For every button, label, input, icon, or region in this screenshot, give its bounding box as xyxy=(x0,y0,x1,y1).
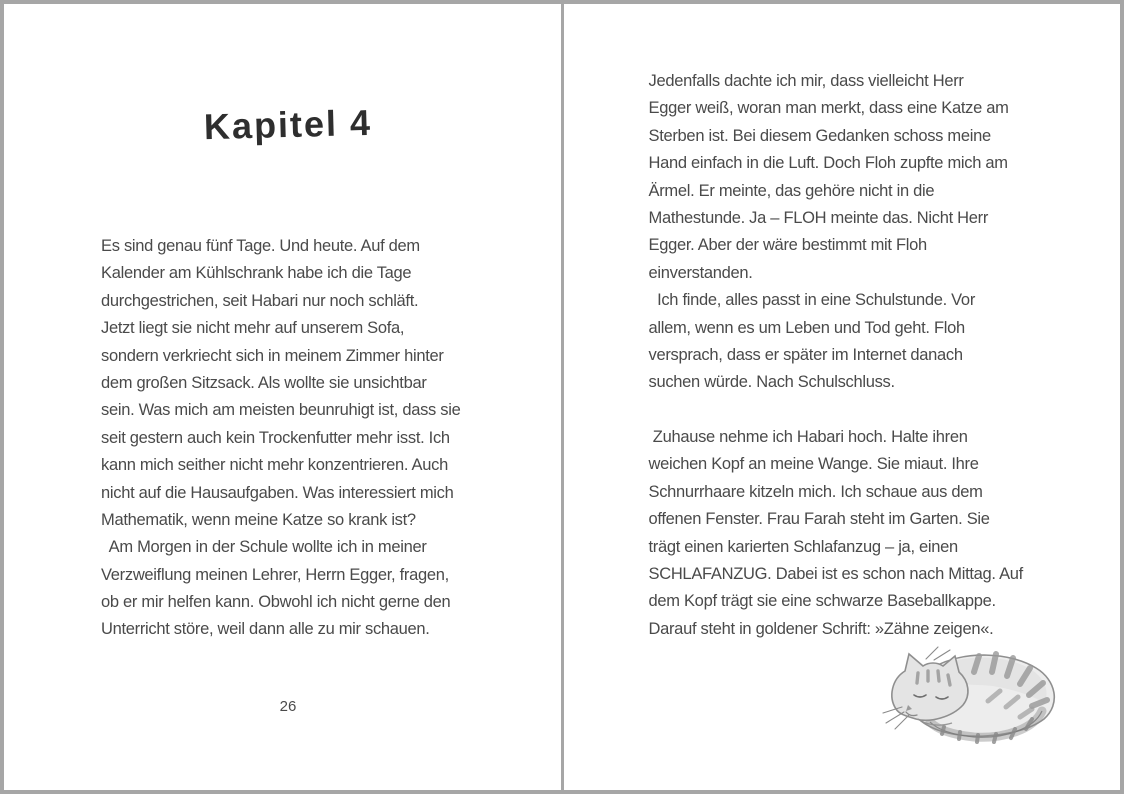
text-line: Sterben ist. Bei diesem Gedanken schoss meine xyxy=(648,126,991,145)
text-line: seit gestern auch kein Trockenfutter mehr isst. Ich xyxy=(101,428,450,447)
text-line: kann mich seither nicht mehr konzentrieren. Auch xyxy=(101,456,448,475)
text-line: Schnurrhaare kitzeln mich. Ich schaue aus dem xyxy=(648,482,983,501)
right-page-body-text xyxy=(649,68,1079,643)
left-page xyxy=(4,4,561,790)
right-page xyxy=(564,4,1121,790)
text-line: nicht auf die Hausaufgaben. Was interessiert mich xyxy=(101,483,454,502)
text-line: allem, wenn es um Leben und Tod geht. Floh xyxy=(648,318,965,337)
left-page-body-text xyxy=(101,233,521,644)
text-line: Verzweiflung meinen Lehrer, Herrn Egger, fragen, xyxy=(101,565,449,584)
text-line: Jetzt liegt sie nicht mehr auf unserem Sofa, xyxy=(101,319,405,338)
text-line: ob er mir helfen kann. Obwohl ich nicht gerne den xyxy=(101,593,451,612)
text-line: dem Kopf trägt sie eine schwarze Baseballkappe. xyxy=(648,592,996,611)
text-line: Egger. Aber der wäre bestimmt mit Floh xyxy=(648,236,927,255)
text-line: SCHLAFANZUG. Dabei ist es schon nach Mittag. Auf xyxy=(648,565,1023,584)
text-line: offenen Fenster. Frau Farah steht im Garten. Sie xyxy=(648,510,990,529)
text-line xyxy=(649,397,1079,424)
text-line: trägt einen karierten Schlafanzug – ja, einen xyxy=(648,537,958,556)
text-line: Ärmel. Er meinte, das gehöre nicht in die xyxy=(648,181,935,200)
text-line: durchgestrichen, seit Habari nur noch schläft. xyxy=(101,291,419,310)
text-line: sondern verkriecht sich in meinem Zimmer hinter xyxy=(101,346,444,365)
text-line: Unterricht störe, weil dann alle zu mir schauen. xyxy=(101,620,430,639)
text-line: suchen würde. Nach Schulschluss. xyxy=(648,373,895,392)
text-line: Mathematik, wenn meine Katze so krank ist? xyxy=(101,510,416,529)
text-line: sein. Was mich am meisten beunruhigt ist, dass sie xyxy=(101,401,461,420)
text-line: Es sind genau fünf Tage. Und heute. Auf dem xyxy=(101,237,420,255)
sleeping-cat-illustration xyxy=(882,645,1066,747)
text-line: Kalender am Kühlschrank habe ich die Tage xyxy=(101,264,412,283)
chapter-heading: Kapitel 4 xyxy=(203,101,373,148)
text-line: versprach, dass er später im Internet danach xyxy=(648,345,963,364)
text-line: Jedenfalls dachte ich mir, dass vielleicht Herr xyxy=(648,72,964,90)
page-number: 26 xyxy=(279,698,297,715)
text-line: Mathestunde. Ja – FLOH meinte das. Nicht Herr xyxy=(648,208,989,227)
text-line: Ich finde, alles passt in eine Schulstunde. Vor xyxy=(648,291,976,310)
text-line: dem großen Sitzsack. Als wollte sie unsichtbar xyxy=(101,373,427,392)
text-line: Zuhause nehme ich Habari hoch. Halte ihren xyxy=(648,428,968,447)
text-line: Am Morgen in der Schule wollte ich in meiner xyxy=(101,538,427,557)
text-line: Egger weiß, woran man merkt, dass eine Katze am xyxy=(648,99,1009,118)
text-line: Darauf steht in goldener Schrift: »Zähne zeigen«. xyxy=(648,619,994,638)
text-line: weichen Kopf an meine Wange. Sie miaut. Ihre xyxy=(648,455,979,474)
text-line: Hand einfach in die Luft. Doch Floh zupfte mich am xyxy=(648,154,1008,173)
text-line: einverstanden. xyxy=(648,263,753,282)
